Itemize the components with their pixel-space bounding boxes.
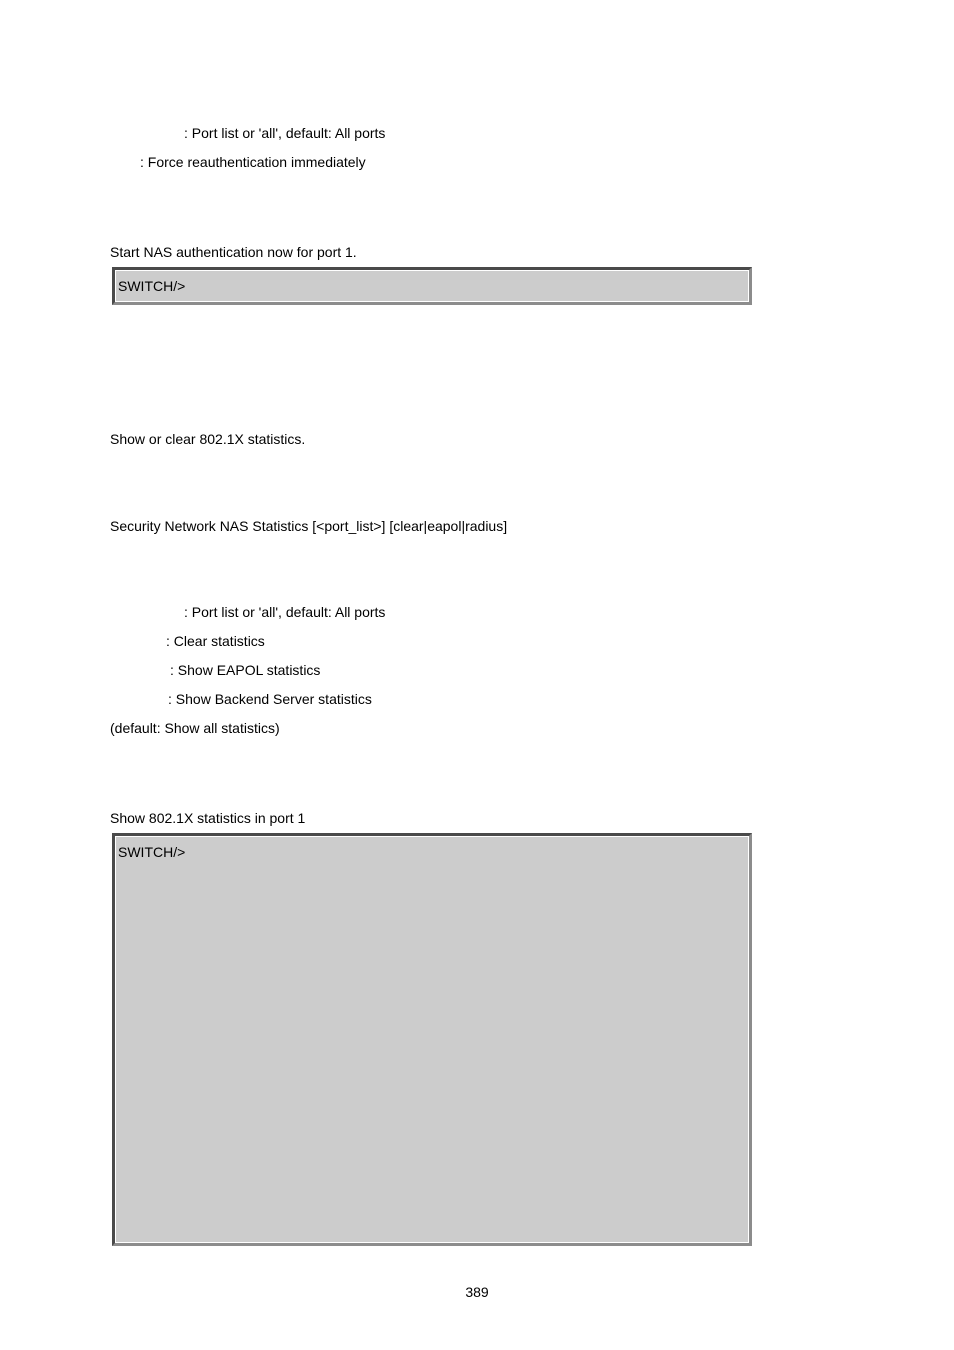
param-eapol: : Show EAPOL statistics <box>170 662 321 678</box>
param-now: : Force reauthentication immediately <box>140 154 366 170</box>
page-number: 389 <box>465 1284 489 1300</box>
console-box <box>112 833 752 1246</box>
param-port-list: : Port list or 'all', default: All ports <box>184 125 386 141</box>
param-radius: : Show Backend Server statistics <box>168 691 372 707</box>
syntax-text: Security Network NAS Statistics [<port_list>] [clear|eapol|radius] <box>110 518 508 534</box>
param-port-list: : Port list or 'all', default: All ports <box>184 604 386 620</box>
example-text: Show 802.1X statistics in port 1 <box>110 810 306 826</box>
example-text: Start NAS authentication now for port 1. <box>110 244 357 260</box>
param-default-note: (default: Show all statistics) <box>110 720 280 736</box>
param-clear: : Clear statistics <box>166 633 265 649</box>
description-text: Show or clear 802.1X statistics. <box>110 431 306 447</box>
console-prompt: SWITCH/> <box>118 278 186 294</box>
console-box <box>112 267 752 305</box>
console-prompt: SWITCH/> <box>118 844 186 860</box>
